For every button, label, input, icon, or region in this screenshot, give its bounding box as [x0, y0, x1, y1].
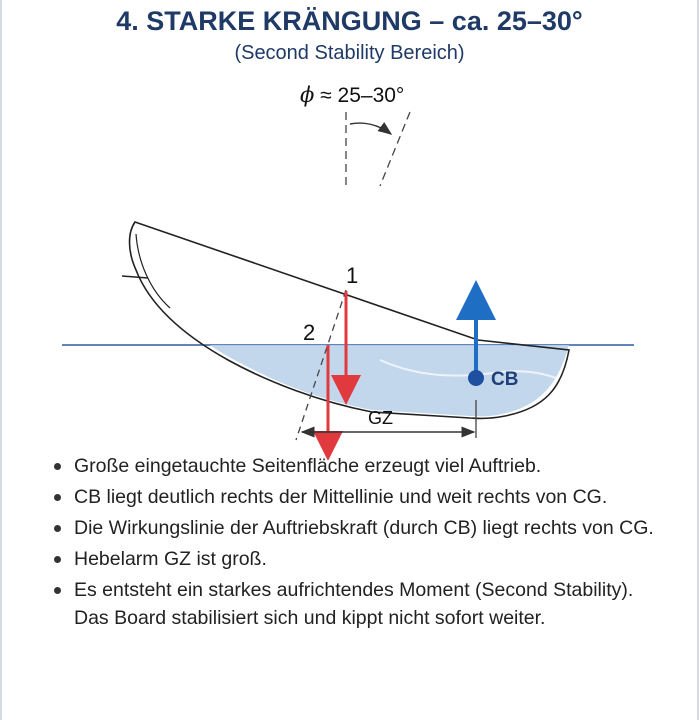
cb-point	[468, 370, 484, 386]
bullet-item: CB liegt deutlich rechts der Mittellinie und weit rechts von CG.	[52, 483, 672, 511]
heel-angle-value: ≈ 25–30°	[320, 84, 405, 107]
explanation-list	[52, 452, 672, 635]
hull-tick	[122, 276, 148, 278]
point-2-label: 2	[303, 320, 316, 345]
page-subtitle: (Second Stability Bereich)	[234, 42, 465, 64]
point-1-label: 1	[346, 263, 359, 288]
gz-label: GZ	[368, 408, 393, 428]
bullet-item: Es entsteht ein starkes aufrichtendes Moment (Second Stability). Das Board stabilisiert sich und kippt nicht sofort weiter.	[52, 576, 672, 632]
cb-label: CB	[491, 369, 519, 390]
hull-rail-line	[136, 234, 170, 308]
bullet-item: Große eingetauchte Seitenfläche erzeugt viel Auftrieb.	[52, 452, 672, 480]
bullet-item: Hebelarm GZ ist groß.	[52, 545, 672, 573]
angle-arc	[350, 123, 391, 134]
phi-symbol: ϕ	[300, 83, 315, 107]
bullet-item: Die Wirkungslinie der Auftriebskraft (durch CB) liegt rechts von CG.	[52, 514, 672, 542]
tilted-axis-line	[380, 112, 410, 186]
page-title: 4. STARKE KRÄNGUNG – ca. 25–30°	[116, 6, 583, 36]
